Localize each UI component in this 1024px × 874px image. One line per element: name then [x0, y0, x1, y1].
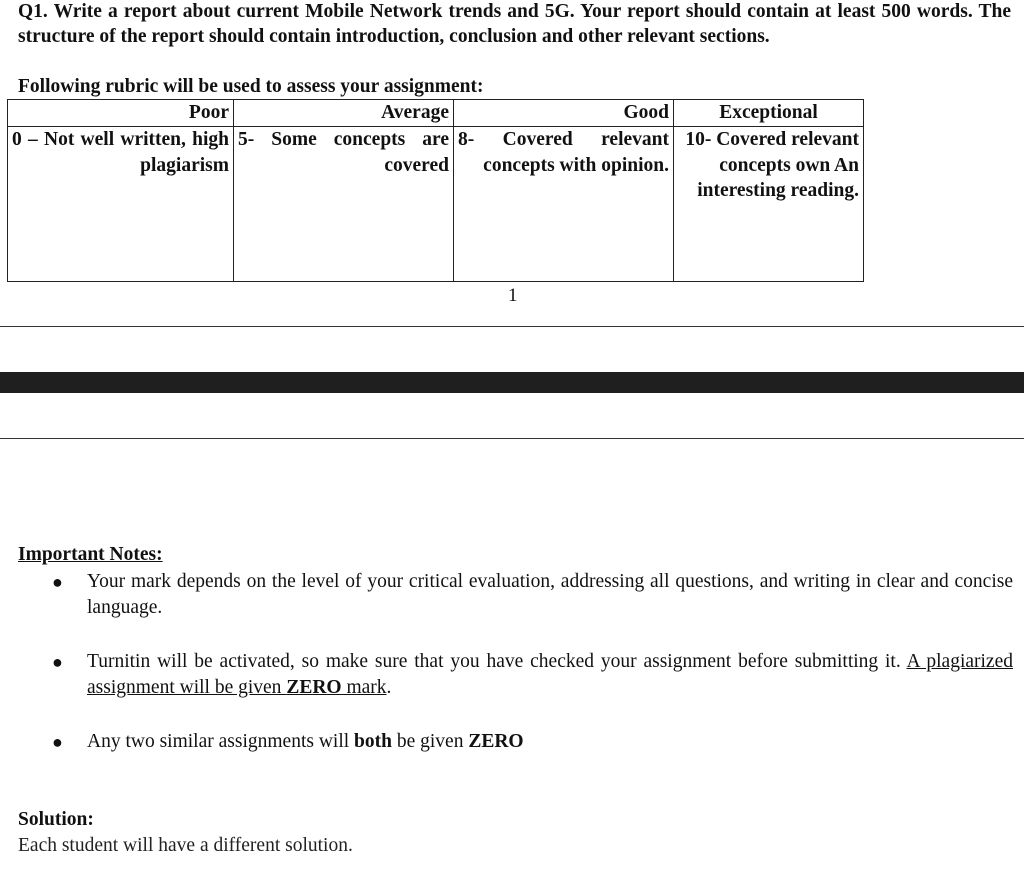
note-underlined-part: mark	[341, 677, 387, 698]
rubric-header-average: Average	[234, 100, 454, 127]
rubric-intro: Following rubric will be used to assess your assignment:	[18, 76, 484, 97]
note-text: Turnitin will be activated, so make sure that you have checked your assignment before submitting it.	[87, 651, 901, 672]
bullet-icon: ●	[52, 732, 63, 752]
question-text: Q1. Write a report about current Mobile Network trends and 5G. Your report should contain at least 500 words. The structure of the report should contain introduction, conclusion and other relevant sections.	[18, 1, 1011, 47]
solution-heading: Solution:	[18, 809, 94, 830]
note-text: Any two similar assignments will	[87, 731, 355, 752]
page-number: 1	[508, 285, 518, 306]
list-item	[0, 569, 1013, 621]
bullet-icon: ●	[52, 572, 63, 592]
notes-list	[0, 569, 1013, 755]
bullet-icon: ●	[52, 652, 63, 672]
note-bold-zero: ZERO	[286, 677, 342, 698]
page-divider-top	[0, 326, 1024, 327]
rubric-cell-average-text: 5- Some concepts are covered	[238, 129, 449, 176]
page-break-bar	[0, 372, 1024, 393]
page-divider-bottom	[0, 438, 1024, 439]
note-bold-both: both	[354, 731, 392, 752]
rubric-cell-exceptional-text: 10- Covered relevant concepts own An interesting reading.	[685, 129, 859, 201]
rubric-cell-average	[234, 127, 454, 282]
rubric-criteria-row	[8, 127, 864, 282]
list-item	[0, 729, 1013, 755]
note-period: .	[386, 677, 392, 698]
note-bold-zero: ZERO	[468, 731, 524, 752]
rubric-header-exceptional: Exceptional	[674, 100, 864, 127]
rubric-cell-poor	[8, 127, 234, 282]
list-item	[0, 649, 1013, 701]
note-underlined-part: A plagiarized assignment will be given	[87, 651, 1013, 698]
rubric-header-row	[8, 100, 864, 127]
note-text: be given	[391, 731, 469, 752]
note-text: Your mark depends on the level of your critical evaluation, addressing all questions, and writing in clear and concise language.	[87, 571, 1013, 618]
rubric-table	[7, 99, 864, 282]
notes-heading: Important Notes:	[18, 544, 163, 565]
rubric-cell-good-text: 8- Covered relevant concepts with opinion.	[458, 129, 669, 176]
rubric-header-good: Good	[454, 100, 674, 127]
rubric-cell-poor-text: 0 – Not well written, high plagiarism	[12, 129, 229, 176]
solution-text: Each student will have a different solution.	[18, 835, 353, 856]
rubric-cell-good	[454, 127, 674, 282]
rubric-cell-exceptional	[674, 127, 864, 282]
rubric-header-poor: Poor	[8, 100, 234, 127]
